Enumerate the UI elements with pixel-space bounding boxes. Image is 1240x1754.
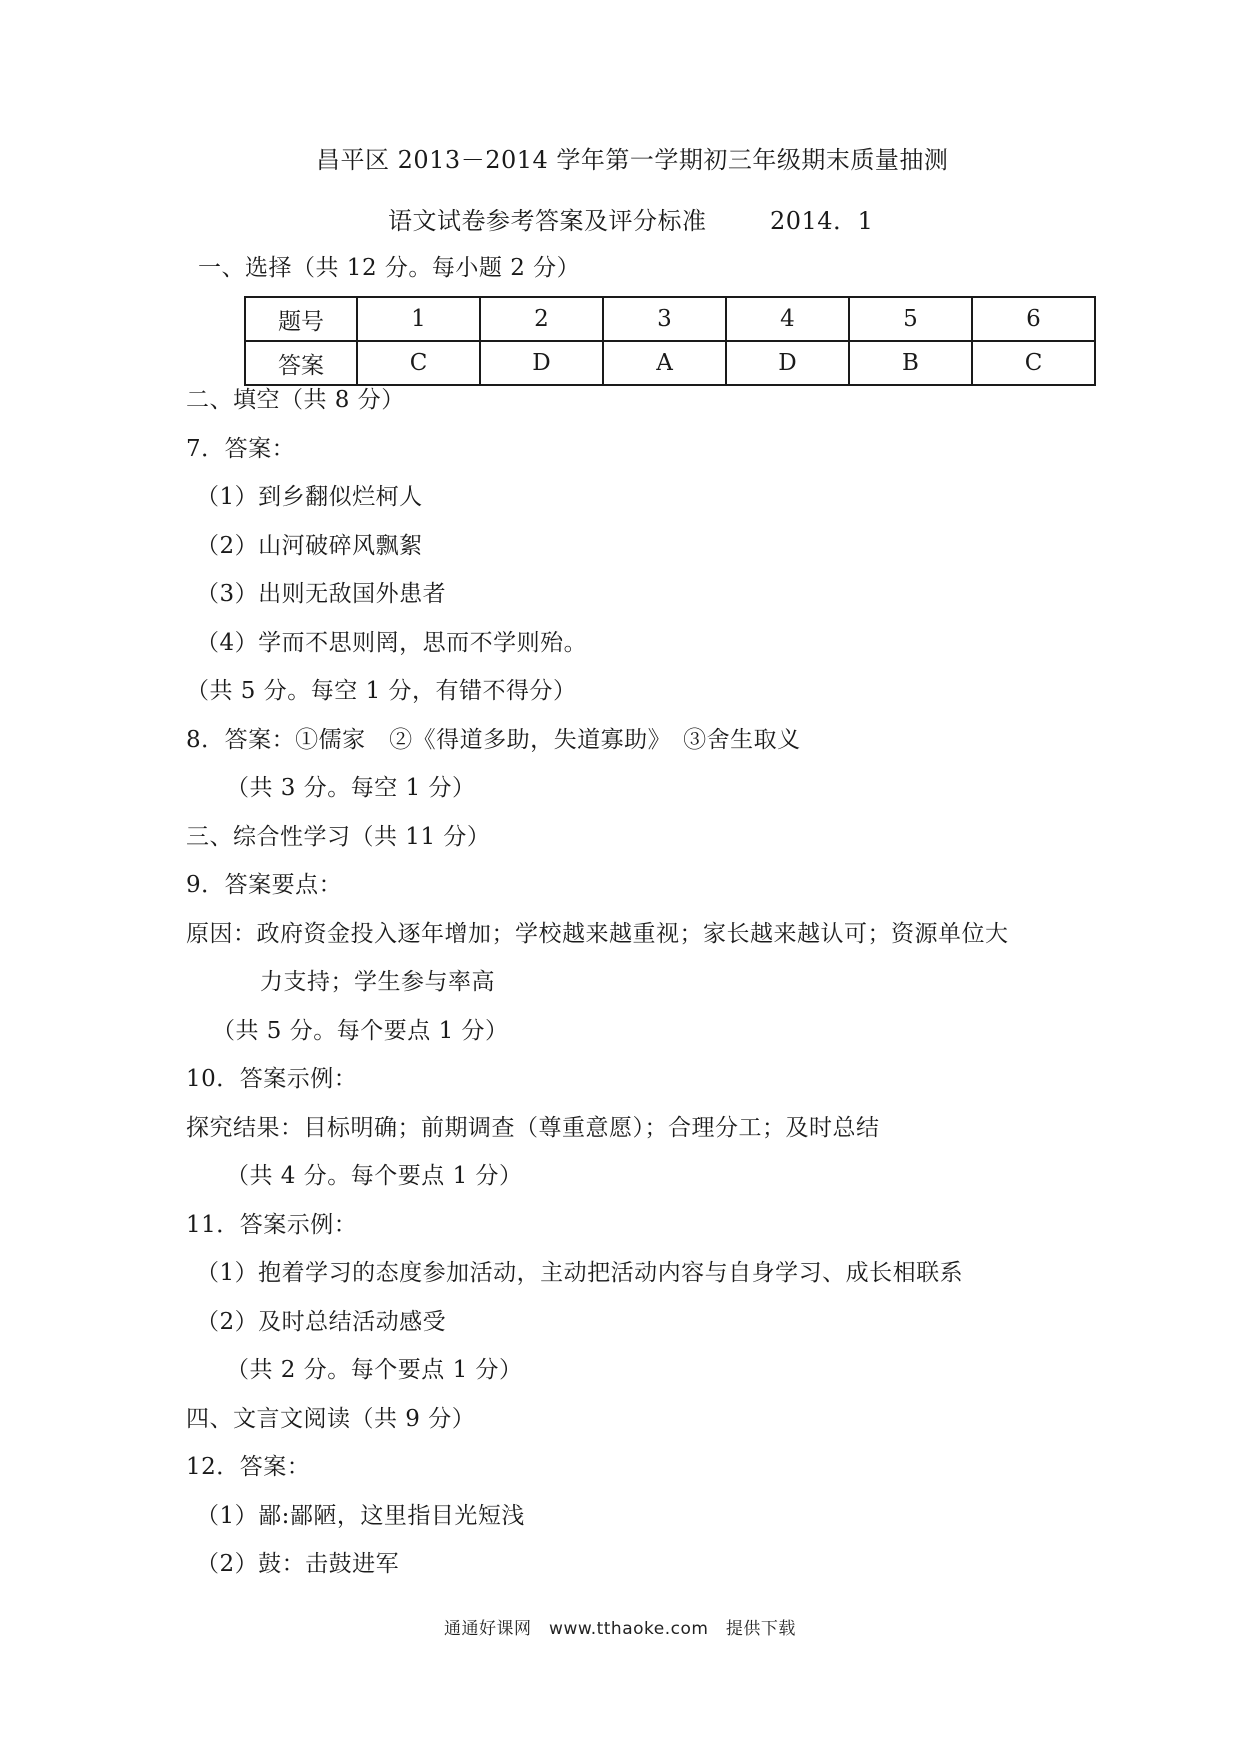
section-1-heading: 一、选择（共 12 分。每小题 2 分） [198, 255, 581, 281]
q7-score: （共 5 分。每空 1 分，有错不得分） [186, 678, 577, 704]
q11-score: （共 2 分。每个要点 1 分） [226, 1357, 523, 1383]
q7-item: （4）学而不思则罔，思而不学则殆。 [196, 630, 588, 656]
table-cell-answer: D [480, 341, 603, 385]
table-cell-answer: B [849, 341, 972, 385]
q11-label: 11．答案示例： [186, 1212, 358, 1238]
table-cell-number: 3 [603, 297, 726, 341]
q9-score: （共 5 分。每个要点 1 分） [212, 1018, 509, 1044]
q9-reason-line-2: 力支持；学生参与率高 [260, 969, 495, 995]
title-date: 2014．1 [770, 207, 874, 235]
q10-label: 10．答案示例： [186, 1066, 358, 1092]
q9-reason-line-1: 原因：政府资金投入逐年增加；学校越来越重视；家长越来越认可；资源单位大 [186, 921, 1009, 947]
section-3-heading: 三、综合性学习（共 11 分） [186, 824, 491, 850]
table-row-numbers [245, 297, 1095, 341]
q7-item: （3）出则无敌国外患者 [196, 581, 447, 607]
table-cell-answer: A [603, 341, 726, 385]
q12-item: （1）鄙:鄙陋，这里指目光短浅 [196, 1503, 525, 1529]
q8-answer: 8．答案：①儒家 ②《得道多助，失道寡助》 ③舍生取义 [186, 727, 801, 753]
q7-label: 7．答案： [186, 436, 296, 462]
table-cell-number: 6 [972, 297, 1095, 341]
choice-answer-table [244, 296, 1096, 386]
table-cell-number: 2 [480, 297, 603, 341]
q12-label: 12．答案： [186, 1454, 311, 1480]
table-cell-answer: C [972, 341, 1095, 385]
table-row-answers [245, 341, 1095, 385]
q8-score: （共 3 分。每空 1 分） [226, 775, 476, 801]
q11-item: （1）抱着学习的态度参加活动，主动把活动内容与自身学习、成长相联系 [196, 1260, 964, 1286]
table-cell-answer: C [357, 341, 480, 385]
section-2-heading: 二、填空（共 8 分） [186, 387, 405, 413]
title-line-1: 昌平区 2013－2014 学年第一学期初三年级期末质量抽测 [316, 146, 949, 174]
table-cell-answer: D [726, 341, 849, 385]
table-cell-number: 4 [726, 297, 849, 341]
table-cell-number: 1 [357, 297, 480, 341]
footer-source-note: 通通好课网 www.tthaoke.com 提供下载 [444, 1619, 796, 1639]
table-row-label: 题号 [245, 297, 357, 341]
q9-label: 9．答案要点： [186, 872, 343, 898]
table-cell-number: 5 [849, 297, 972, 341]
q12-item: （2）鼓：击鼓进军 [196, 1551, 400, 1577]
title-line-2: 语文试卷参考答案及评分标准 [388, 207, 707, 235]
q10-answer: 探究结果：目标明确；前期调查（尊重意愿）；合理分工；及时总结 [186, 1115, 880, 1141]
q7-item: （1）到乡翻似烂柯人 [196, 484, 423, 510]
q7-item: （2）山河破碎风飘絮 [196, 533, 423, 559]
table-row-label: 答案 [245, 341, 357, 385]
q11-item: （2）及时总结活动感受 [196, 1309, 447, 1335]
q10-score: （共 4 分。每个要点 1 分） [226, 1163, 523, 1189]
section-4-heading: 四、文言文阅读（共 9 分） [186, 1406, 476, 1432]
